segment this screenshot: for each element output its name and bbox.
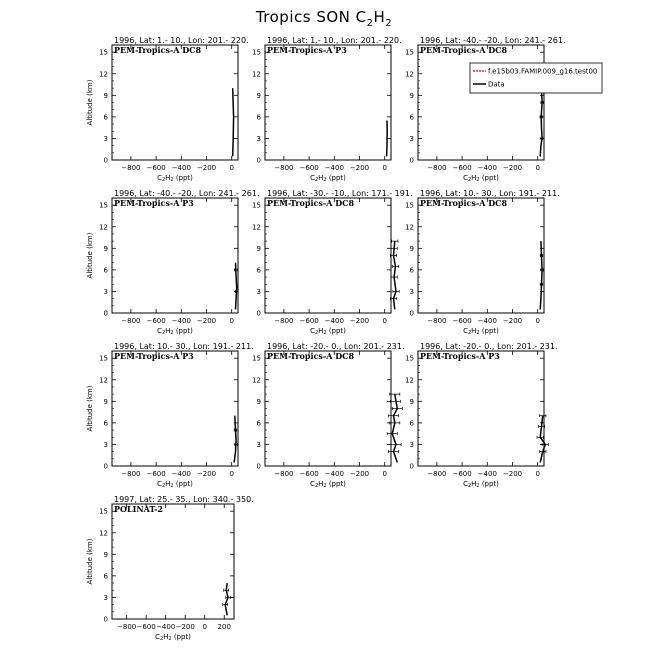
x-axis-label: C2H2 (ppt) xyxy=(463,480,499,490)
y-tick-label: 6 xyxy=(103,572,108,581)
x-tick-label: −600 xyxy=(299,164,319,172)
y-tick-label: 3 xyxy=(409,440,414,449)
panel-header: 1996, Lat: 1.- 10., Lon: 201.- 220. xyxy=(267,36,402,45)
x-tick-label: −800 xyxy=(121,470,141,478)
data-series-line xyxy=(387,121,388,157)
data-series-line xyxy=(392,394,397,462)
campaign-label: PEM-Tropics-A P3 xyxy=(420,351,500,361)
campaign-label: PEM-Tropics-A P3 xyxy=(114,198,194,208)
y-tick-label: 6 xyxy=(256,266,261,275)
y-tick-label: 9 xyxy=(103,91,108,100)
y-tick-label: 9 xyxy=(256,91,261,100)
panel-header: 1996, Lat: -40.- -20., Lon: 241.- 261. xyxy=(114,189,260,198)
chart-panel xyxy=(405,36,602,183)
y-tick-label: 0 xyxy=(409,309,414,318)
y-tick-label: 15 xyxy=(252,201,261,210)
plot-frame xyxy=(418,351,544,466)
x-tick-label: −800 xyxy=(274,470,294,478)
x-axis-label: C2H2 (ppt) xyxy=(463,174,499,184)
y-tick-label: 9 xyxy=(103,244,108,253)
y-tick-label: 3 xyxy=(103,134,108,143)
x-tick-label: −400 xyxy=(171,164,191,172)
plot-frame xyxy=(112,198,238,313)
x-tick-label: −200 xyxy=(349,470,370,478)
y-tick-label: 6 xyxy=(409,419,414,428)
data-series-line xyxy=(540,241,542,309)
y-axis-label: Altitude (km) xyxy=(86,385,94,432)
y-tick-label: 6 xyxy=(256,419,261,428)
x-tick-label: −400 xyxy=(156,623,176,631)
y-tick-label: 15 xyxy=(405,201,414,210)
x-tick-label: −800 xyxy=(121,164,141,172)
y-tick-label: 15 xyxy=(252,354,261,363)
x-tick-label: −400 xyxy=(171,470,191,478)
y-tick-label: 6 xyxy=(103,419,108,428)
x-tick-label: −400 xyxy=(171,317,191,325)
x-tick-label: −600 xyxy=(146,317,166,325)
y-tick-label: 12 xyxy=(405,70,414,79)
panel-header: 1996, Lat: 10.- 30., Lon: 191.- 211. xyxy=(114,342,254,351)
campaign-label: PEM-Tropics-A P3 xyxy=(114,351,194,361)
y-tick-label: 9 xyxy=(409,244,414,253)
x-tick-label: −600 xyxy=(452,164,472,172)
plot-frame xyxy=(112,504,234,619)
panel-header: 1996, Lat: -40.- -20., Lon: 241.- 261. xyxy=(420,36,566,45)
legend-data-label: Data xyxy=(488,80,505,89)
chart-panel xyxy=(252,342,404,489)
x-tick-label: 0 xyxy=(202,623,207,631)
x-tick-label: 0 xyxy=(535,470,540,478)
y-axis-label: Altitude (km) xyxy=(86,79,94,126)
y-tick-label: 3 xyxy=(256,440,261,449)
data-series-line xyxy=(225,583,228,615)
x-tick-label: −600 xyxy=(299,317,319,325)
y-tick-label: 12 xyxy=(252,376,261,385)
x-tick-label: −800 xyxy=(427,317,447,325)
y-axis-label: Altitude (km) xyxy=(86,232,94,279)
campaign-label: PEM-Tropics-A DC8 xyxy=(267,351,355,361)
x-tick-label: −200 xyxy=(175,623,195,631)
x-tick-label: −800 xyxy=(121,317,141,325)
x-tick-label: −800 xyxy=(274,164,294,172)
y-tick-label: 0 xyxy=(256,309,261,318)
panel-header: 1996, Lat: 1.- 10., Lon: 201.- 220. xyxy=(114,36,249,45)
y-tick-label: 12 xyxy=(99,223,108,232)
x-tick-label: −600 xyxy=(136,623,156,631)
x-tick-label: 0 xyxy=(535,317,540,325)
x-tick-label: −200 xyxy=(196,164,217,172)
y-tick-label: 3 xyxy=(256,287,261,296)
x-axis-label: C2H2 (ppt) xyxy=(310,480,346,490)
x-tick-label: −400 xyxy=(477,164,497,172)
campaign-label: PEM-Tropics-A DC8 xyxy=(267,198,355,208)
chart-panel xyxy=(405,189,560,336)
x-tick-label: −400 xyxy=(324,317,344,325)
x-tick-label: −200 xyxy=(349,317,370,325)
campaign-label: POLINAT-2 xyxy=(114,504,163,514)
data-series-line xyxy=(540,88,542,156)
y-tick-label: 12 xyxy=(252,70,261,79)
y-tick-label: 3 xyxy=(256,134,261,143)
y-tick-label: 3 xyxy=(103,287,108,296)
plot-frame xyxy=(418,45,544,160)
y-tick-label: 6 xyxy=(103,266,108,275)
panel-header: 1996, Lat: -30.- -10., Lon: 171.- 191. xyxy=(267,189,413,198)
y-tick-label: 12 xyxy=(252,223,261,232)
y-tick-label: 3 xyxy=(103,593,108,602)
data-series-line xyxy=(236,263,237,310)
y-tick-label: 0 xyxy=(103,462,108,471)
y-tick-label: 3 xyxy=(409,134,414,143)
campaign-label: PEM-Tropics-A DC8 xyxy=(420,198,508,208)
y-tick-label: 0 xyxy=(103,615,108,624)
y-tick-label: 9 xyxy=(256,397,261,406)
chart-panel xyxy=(86,189,260,336)
x-axis-label: C2H2 (ppt) xyxy=(310,174,346,184)
x-tick-label: −400 xyxy=(477,317,497,325)
y-tick-label: 9 xyxy=(103,550,108,559)
x-tick-label: 200 xyxy=(217,623,231,631)
panel-header: 1996, Lat: -20.- 0., Lon: 201.- 231. xyxy=(267,342,405,351)
y-tick-label: 0 xyxy=(103,156,108,165)
panel-header: 1997, Lat: 25.- 35., Lon: 340.- 350. xyxy=(114,495,254,504)
plot-frame xyxy=(418,198,544,313)
x-tick-label: 0 xyxy=(229,317,234,325)
x-tick-label: −200 xyxy=(502,164,523,172)
y-tick-label: 6 xyxy=(409,113,414,122)
y-tick-label: 0 xyxy=(409,462,414,471)
x-tick-label: 0 xyxy=(229,470,234,478)
data-series-line xyxy=(234,416,236,463)
y-tick-label: 0 xyxy=(409,156,414,165)
chart-panel xyxy=(252,36,402,183)
x-tick-label: −200 xyxy=(502,317,523,325)
y-tick-label: 15 xyxy=(99,48,108,57)
panel-header: 1996, Lat: 10.- 30., Lon: 191.- 211. xyxy=(420,189,560,198)
y-tick-label: 0 xyxy=(256,462,261,471)
y-tick-label: 0 xyxy=(256,156,261,165)
x-tick-label: −400 xyxy=(477,470,497,478)
x-axis-label: C2H2 (ppt) xyxy=(157,480,193,490)
plot-frame xyxy=(265,351,391,466)
y-tick-label: 12 xyxy=(405,223,414,232)
x-tick-label: −200 xyxy=(349,164,370,172)
x-tick-label: −200 xyxy=(196,317,217,325)
chart-panel xyxy=(252,189,412,336)
plot-frame xyxy=(265,198,391,313)
panel-header: 1996, Lat: -20.- 0., Lon: 201.- 231. xyxy=(420,342,558,351)
x-tick-label: −800 xyxy=(427,164,447,172)
y-tick-label: 15 xyxy=(99,354,108,363)
y-tick-label: 6 xyxy=(103,113,108,122)
x-axis-label: C2H2 (ppt) xyxy=(155,633,191,643)
y-tick-label: 3 xyxy=(103,440,108,449)
y-tick-label: 9 xyxy=(103,397,108,406)
x-tick-label: 0 xyxy=(382,317,387,325)
chart-panel xyxy=(86,36,249,183)
campaign-label: PEM-Tropics-A P3 xyxy=(267,45,347,55)
y-tick-label: 12 xyxy=(405,376,414,385)
plot-frame xyxy=(265,45,391,160)
y-tick-label: 9 xyxy=(409,91,414,100)
x-tick-label: −200 xyxy=(502,470,523,478)
x-tick-label: −600 xyxy=(299,470,319,478)
y-tick-label: 15 xyxy=(405,354,414,363)
y-tick-label: 0 xyxy=(103,309,108,318)
y-tick-label: 12 xyxy=(99,529,108,538)
y-tick-label: 3 xyxy=(409,287,414,296)
x-tick-label: −800 xyxy=(427,470,447,478)
y-tick-label: 9 xyxy=(409,397,414,406)
x-tick-label: −400 xyxy=(324,164,344,172)
campaign-label: PEM-Tropics-A DC8 xyxy=(114,45,202,55)
legend-model-label: f.e15b03.FAMIP.009_g16.test00 xyxy=(488,67,598,76)
x-axis-label: C2H2 (ppt) xyxy=(463,327,499,337)
y-tick-label: 15 xyxy=(99,201,108,210)
y-tick-label: 6 xyxy=(256,113,261,122)
y-tick-label: 12 xyxy=(99,376,108,385)
chart-panel xyxy=(86,495,254,642)
x-tick-label: −600 xyxy=(146,470,166,478)
x-tick-label: −400 xyxy=(324,470,344,478)
x-tick-label: 0 xyxy=(382,164,387,172)
y-tick-label: 15 xyxy=(252,48,261,57)
data-series-line xyxy=(394,241,397,309)
y-tick-label: 12 xyxy=(99,70,108,79)
plot-frame xyxy=(112,351,238,466)
x-axis-label: C2H2 (ppt) xyxy=(310,327,346,337)
x-axis-label: C2H2 (ppt) xyxy=(157,327,193,337)
campaign-label: PEM-Tropics-A DC8 xyxy=(420,45,508,55)
x-tick-label: 0 xyxy=(535,164,540,172)
x-tick-label: −600 xyxy=(452,470,472,478)
y-tick-label: 15 xyxy=(99,507,108,516)
x-axis-label: C2H2 (ppt) xyxy=(157,174,193,184)
y-tick-label: 9 xyxy=(256,244,261,253)
figure-title: Tropics SON $C_2H_2$ xyxy=(255,8,393,29)
x-tick-label: 0 xyxy=(382,470,387,478)
x-tick-label: −800 xyxy=(274,317,294,325)
y-tick-label: 15 xyxy=(405,48,414,57)
x-tick-label: 0 xyxy=(229,164,234,172)
chart-panel xyxy=(86,342,254,489)
data-series-line xyxy=(233,88,234,156)
x-tick-label: −200 xyxy=(196,470,217,478)
x-tick-label: −600 xyxy=(146,164,166,172)
y-tick-label: 6 xyxy=(409,266,414,275)
y-axis-label: Altitude (km) xyxy=(86,538,94,585)
plot-frame xyxy=(112,45,238,160)
x-tick-label: −800 xyxy=(117,623,137,631)
chart-panel xyxy=(405,342,557,489)
x-tick-label: −600 xyxy=(452,317,472,325)
